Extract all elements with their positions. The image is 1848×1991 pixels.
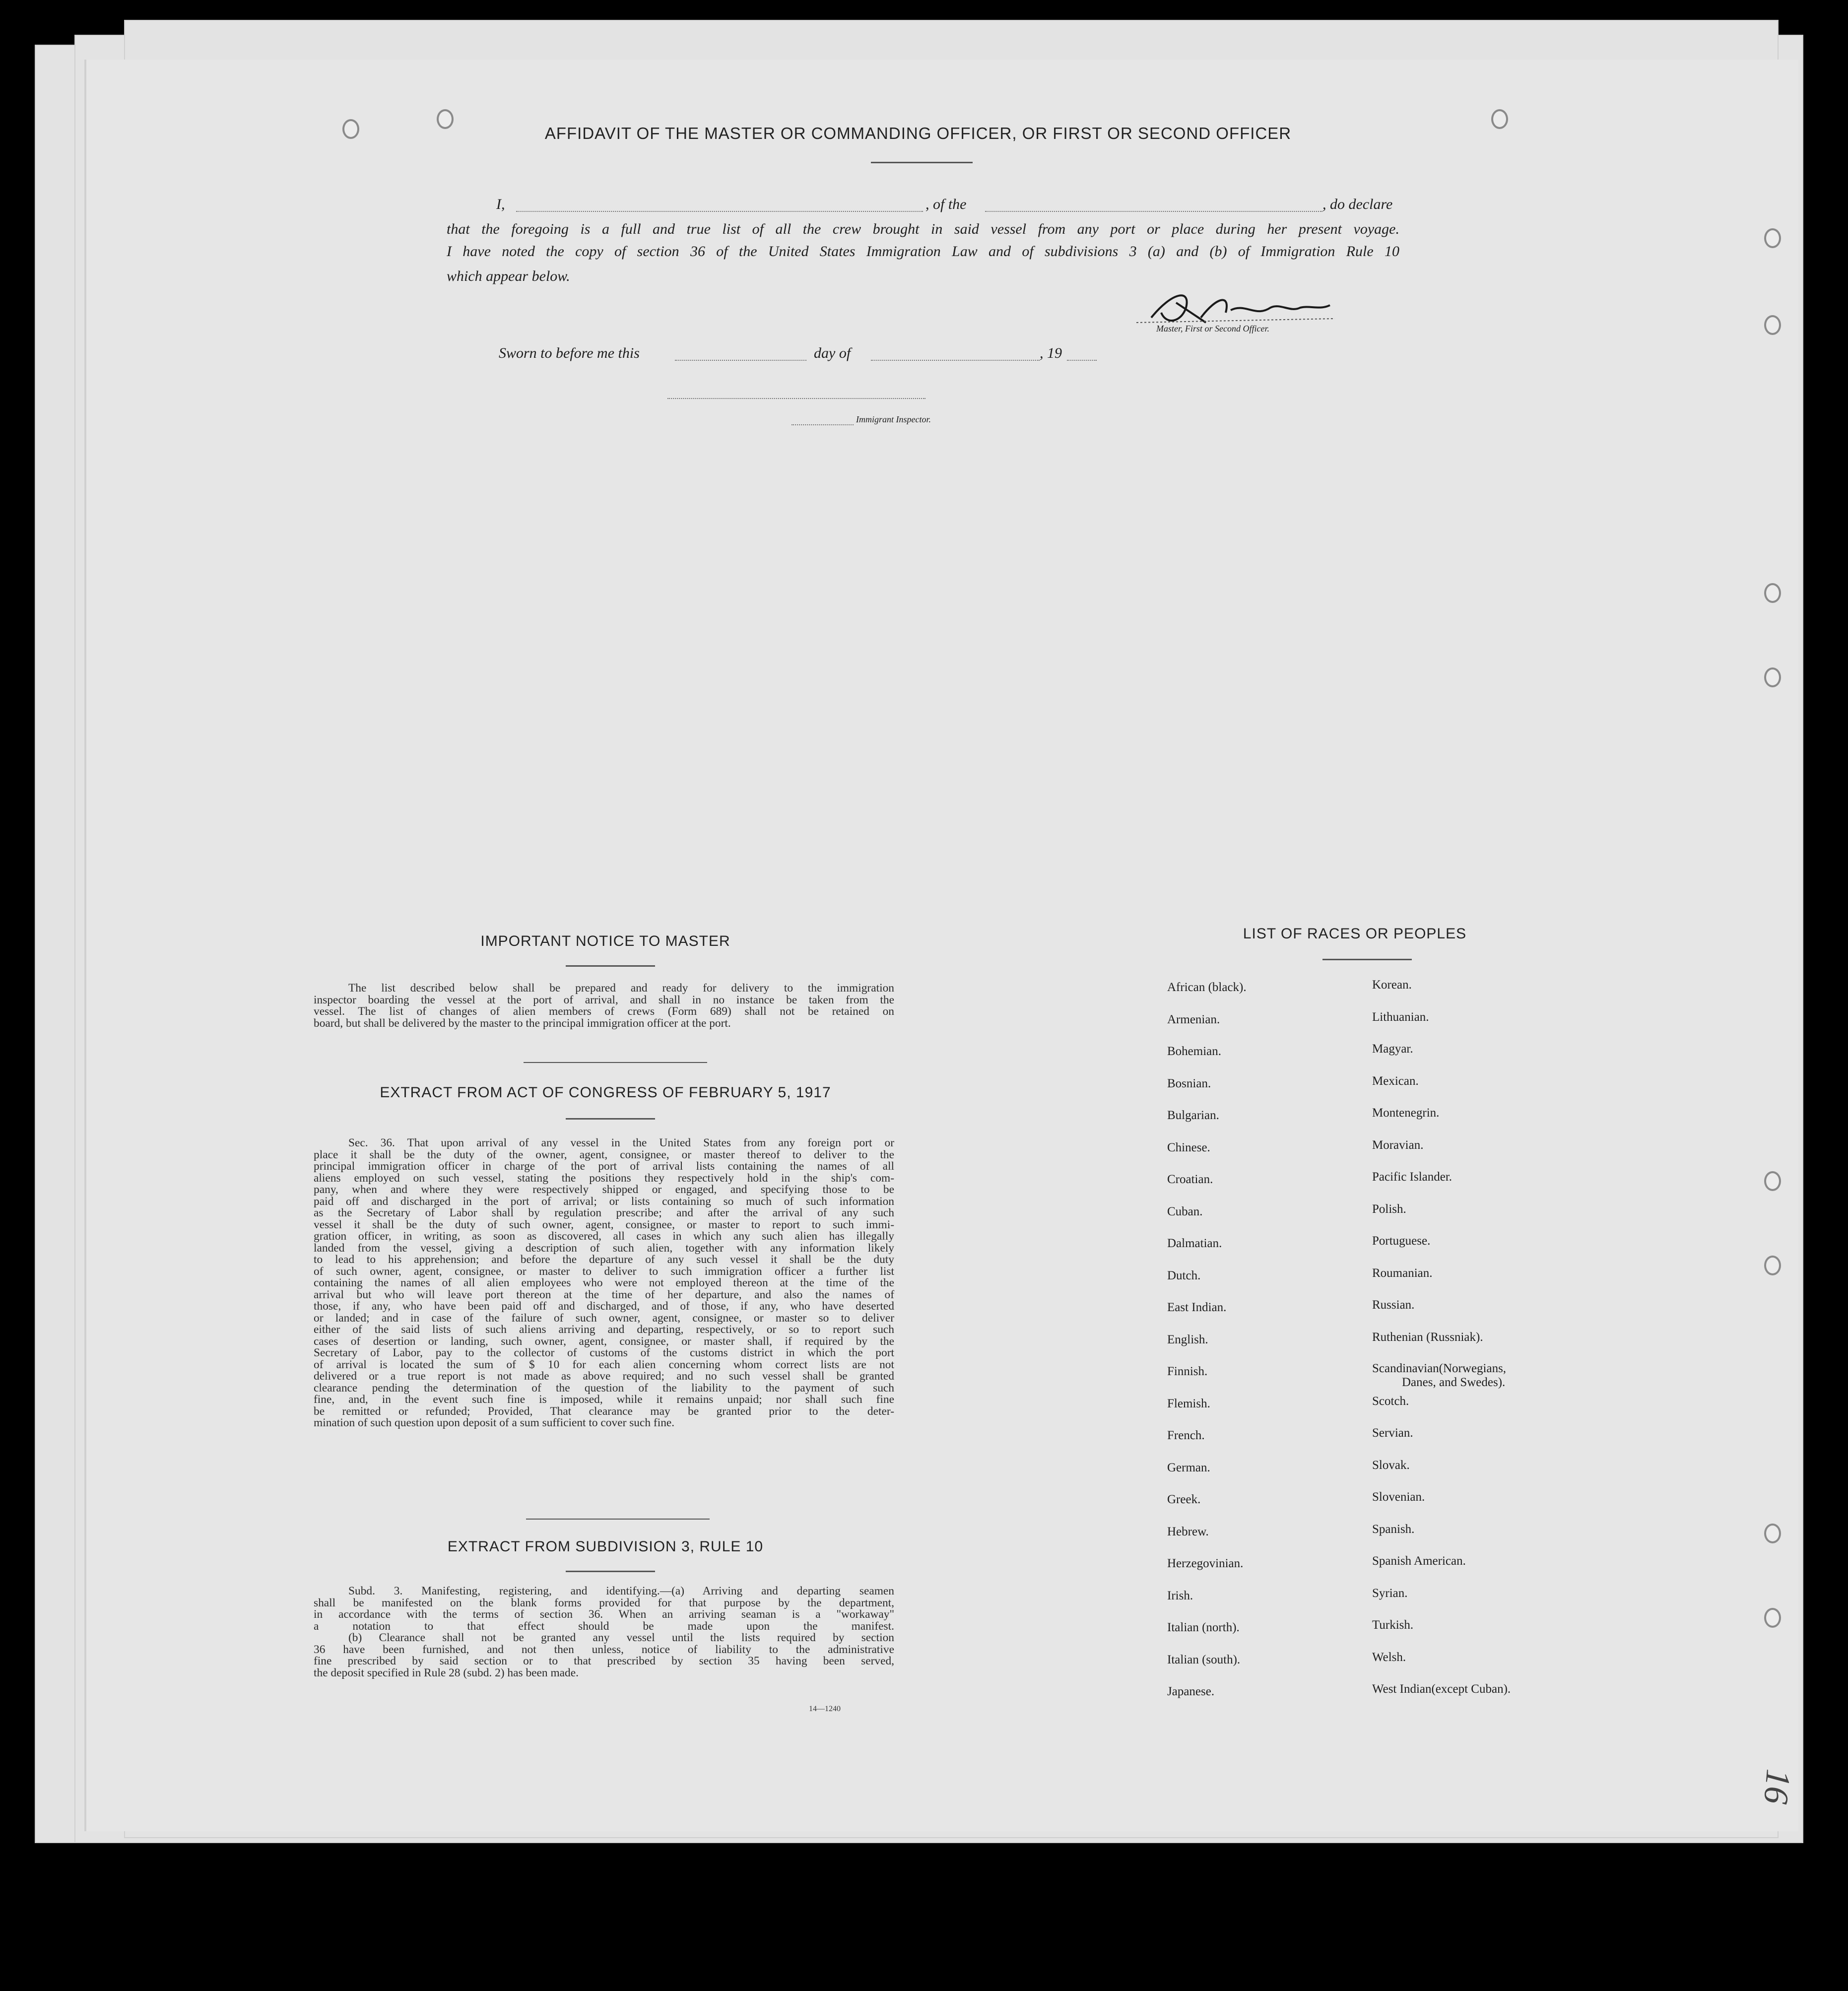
act-line: place it shall be the duty of the owner, agent, consignee, or master thereof to deliver to the [314,1148,894,1161]
races-underline [1322,959,1412,960]
race-item [1372,1362,1511,1394]
punch-hole [1764,667,1781,687]
act-line: Sec. 36. That upon arrival of any vessel in the United States from any foreign port or [348,1136,894,1149]
race-item: Pacific Islander. [1372,1170,1452,1184]
punch-hole [1764,228,1781,248]
rule-line: shall be manifested on the blank forms provided for that purpose by the department, [314,1596,894,1609]
race-item: Magyar. [1372,1042,1413,1056]
race-item: Korean. [1372,978,1412,992]
punch-hole [1764,315,1781,335]
notice-underline [566,965,655,967]
race-item: Welsh. [1372,1650,1406,1664]
races-title: LIST OF RACES OR PEOPLES [1243,926,1467,942]
act-line: those, if any, who have been paid off and discharged, and of those, if any, who have deserted [314,1300,894,1313]
act-divider [526,1519,710,1520]
act-paragraph [314,1137,894,1429]
race-item: Japanese. [1167,1685,1215,1698]
year-blank[interactable] [1067,360,1097,361]
act-line: landed from the vessel, giving a description of such alien, together with any information likely [314,1241,894,1255]
notice-divider [524,1062,707,1063]
month-blank[interactable] [871,360,1040,361]
affidavit-do-declare: , do declare [1322,196,1393,212]
rule-line: (b) Clearance shall not be granted any vessel until the lists required by section [348,1631,894,1644]
race-item: Bulgarian. [1167,1109,1219,1122]
act-line: as the Secretary of Labor shall by regulation prescribe; and after the arrival of any such [314,1206,894,1219]
race-item: Herzegovinian. [1167,1557,1244,1570]
race-item: Slovenian. [1372,1490,1425,1504]
notice-title: IMPORTANT NOTICE TO MASTER [480,933,730,949]
punch-hole [342,119,359,139]
race-item: English. [1167,1332,1208,1346]
affidavit-line-4: which appear below. [447,268,570,284]
race-item: Montenegrin. [1372,1106,1440,1120]
race-item: Flemish. [1167,1396,1210,1410]
race-item: Roumanian. [1372,1266,1433,1280]
act-line: fine, and, in the event such fine is imposed, while it remains unpaid; nor shall such fine [314,1393,894,1406]
notice-line: inspector boarding the vessel at the port of arrival, and shall in no instance be taken from the [314,993,894,1006]
rule-line: fine prescribed by said section or to that prescribed by section 35 having been served, [314,1655,894,1667]
act-line: delivered or a true report is not made as above required; and no such vessel shall be granted [314,1370,894,1383]
punch-hole [1764,583,1781,603]
race-item: Portuguese. [1372,1234,1431,1248]
act-line: principal immigration officer in charge of the port of arrival lists containing the names of all [314,1160,894,1173]
notice-paragraph [314,983,894,1029]
race-item: West Indian(except Cuban). [1372,1682,1511,1696]
races-column-1 [1167,980,1247,1717]
rule-line: 36 have been furnished, and not then unless, notice of liability to the administrative [314,1643,894,1656]
act-line: vessel it shall be the duty of such owner, agent, consignee, or master to report to such immi- [314,1218,894,1231]
affidavit-i: I, [496,196,505,212]
race-item: Italian (north). [1167,1621,1240,1634]
rule-line: the deposit specified in Rule 28 (subd. 2) has been made. [314,1666,579,1679]
race-item: Chinese. [1167,1140,1210,1154]
act-line: clearance pending the determination of the question of the liability to the payment of such [314,1381,894,1394]
punch-hole [1764,1171,1781,1191]
race-item: French. [1167,1429,1205,1442]
race-item: Lithuanian. [1372,1010,1429,1024]
act-line: paid off and discharged in the port of arrival; or lists containing so much of such information [314,1195,894,1208]
inspector-line-2 [792,424,854,425]
race-item: Dutch. [1167,1268,1201,1282]
affidavit-title: AFFIDAVIT OF THE MASTER OR COMMANDING OFFICER, OR FIRST OR SECOND OFFICER [544,124,1292,142]
race-item: Spanish American. [1372,1554,1466,1568]
act-title: EXTRACT FROM ACT OF CONGRESS OF FEBRUARY 5, 1917 [380,1084,831,1101]
race-item: East Indian. [1167,1301,1227,1314]
race-item: Scotch. [1372,1394,1409,1408]
notice-line: The list described below shall be prepared and ready for delivery to the immigration [348,982,894,995]
act-line: of arrival is located the sum of $ 10 for each alien concerning whom correct lists are not [314,1358,894,1371]
affidavit-line-2: that the foregoing is a full and true list of all the crew brought in said vessel from any port or place during her present voyage. [447,221,1399,237]
race-item: Bohemian. [1167,1045,1222,1058]
vessel-blank[interactable] [985,211,1322,212]
act-line: Secretary of Labor, pay to the collector of customs of the customs district in which the port [314,1346,894,1359]
race-item-scandinavian-cont: Danes, and Swedes). [1402,1376,1506,1389]
race-item: Syrian. [1372,1586,1408,1600]
race-item: African (black). [1167,981,1247,994]
act-line: to lead to his apprehension; and before the departure of any such vessel it shall be the duty [314,1253,894,1266]
year-text: , 19 [1040,345,1062,361]
act-line: aliens employed on such vessel, stating the positions they respectively hold in the ship's com- [314,1171,894,1185]
race-item: Irish. [1167,1589,1193,1602]
act-line: either of the said lists of such aliens arriving and departing, respectively, or so to report such [314,1323,894,1336]
race-item: Hebrew. [1167,1525,1209,1538]
race-item: Finnish. [1167,1365,1208,1378]
race-item: Greek. [1167,1493,1201,1506]
race-item: Polish. [1372,1202,1406,1216]
punch-hole [1491,109,1508,129]
rule-title: EXTRACT FROM SUBDIVISION 3, RULE 10 [447,1538,764,1555]
race-item: Ruthenian (Russniak). [1372,1330,1483,1344]
inspector-caption: Immigrant Inspector. [856,414,931,424]
act-line: be remitted or refunded; Provided, That clearance may be granted prior to the deter- [314,1404,894,1418]
sworn-text: Sworn to before me this [499,345,640,361]
notice-line: vessel. The list of changes of alien members of crews (Form 689) shall not be retained on [314,1005,894,1018]
punch-hole [1764,1524,1781,1543]
race-item: Bosnian. [1167,1076,1211,1090]
race-item: Croatian. [1167,1173,1213,1186]
day-of-text: day of [814,345,851,361]
day-blank[interactable] [675,360,806,361]
punch-hole [1764,1256,1781,1275]
form-number: 14—1240 [809,1705,841,1713]
affidavit-line-3: I have noted the copy of section 36 of the United States Immigration Law and of subdivisions 3 (a) and (b) of Immigration Rule 10 [447,243,1399,260]
act-line: pany, when and where they were respectively shipped or engaged, and specifying those to be [314,1183,894,1196]
rule-underline [566,1571,655,1572]
margin-note: 16 [1756,1767,1797,1806]
race-item: Moravian. [1372,1138,1424,1152]
race-item: Cuban. [1167,1204,1203,1218]
race-item: German. [1167,1460,1210,1474]
race-item: Russian. [1372,1298,1415,1312]
rule-line: in accordance with the terms of section 36. When an arriving seaman is a "workaway" [314,1608,894,1621]
punch-hole [1764,1608,1781,1628]
race-item: Servian. [1372,1426,1413,1440]
act-line: or landed; and in case of the failure of such owner, agent, consignee, or master so to deliver [314,1311,894,1325]
name-blank[interactable] [516,211,923,212]
race-item-scandinavian: Scandinavian(Norwegians, [1372,1362,1507,1375]
title-underline [871,162,973,163]
race-item: Armenian. [1167,1012,1220,1026]
act-line: gration officer, in writing, as soon as discovered, all cases in which any such alien has illegally [314,1230,894,1243]
race-item: Turkish. [1372,1618,1414,1632]
race-item: Slovak. [1372,1458,1410,1472]
act-line: arrival but who will leave port thereon at the time of her departure, and also the names of [314,1288,894,1301]
act-underline [566,1118,655,1120]
signature-caption: Master, First or Second Officer. [1156,324,1269,333]
race-item: Spanish. [1372,1522,1415,1536]
race-item: Mexican. [1372,1074,1419,1088]
race-item: Dalmatian. [1167,1237,1222,1250]
act-line: containing the names of all alien employees who were not employed thereon at the time of the [314,1276,894,1289]
act-line: mination of such question upon deposit of a sum sufficient to cover such fine. [314,1416,675,1429]
rule-line: Subd. 3. Manifesting, registering, and identifying.—(a) Arriving and departing seamen [348,1585,894,1597]
act-line: cases of desertion or landing, such owner, agent, consignee, or master shall, if required by the [314,1334,894,1348]
affidavit-of-the: , of the [925,196,967,212]
rule-paragraph [314,1586,894,1679]
notice-line: board, but shall be delivered by the master to the principal immigration officer at the port. [314,1016,731,1030]
act-line: of such owner, agent, consignee, or master to deliver to such immigration officer a further list [314,1264,894,1278]
inspector-signature-line[interactable] [667,398,925,399]
race-item: Italian (south). [1167,1653,1241,1666]
rule-line: a notation to that effect should be made upon the manifest. [314,1619,894,1633]
races-column-2 [1372,978,1511,1714]
